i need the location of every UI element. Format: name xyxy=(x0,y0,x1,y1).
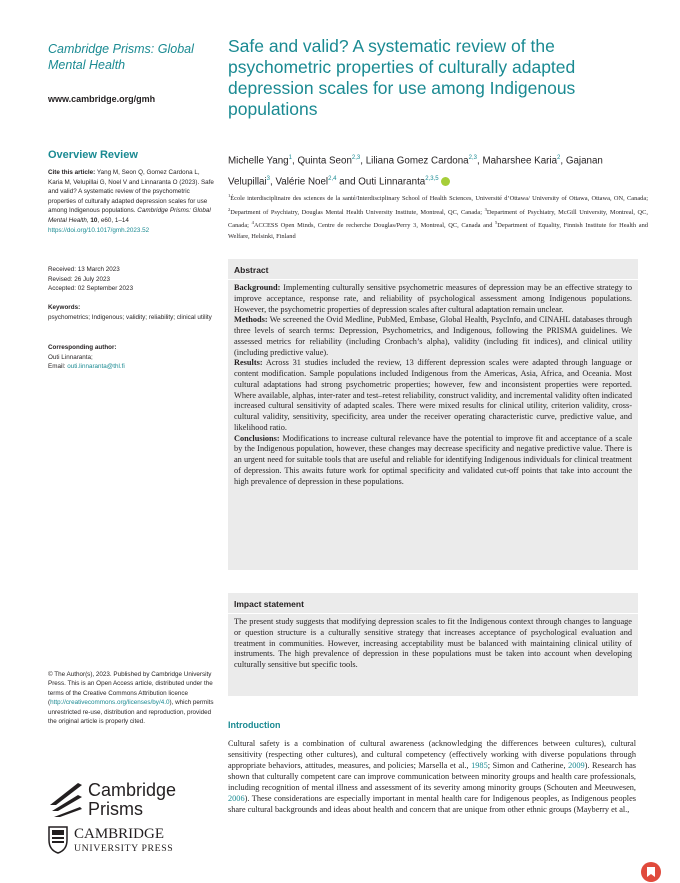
affiliation-text: Department of Psychiatry, McGill University, Montreal, QC, Canada; xyxy=(228,208,648,230)
affiliation-marker: 3 xyxy=(484,206,487,212)
affiliation-marker: 4 xyxy=(251,220,254,226)
intro-text: ). Research has shown that culturally competent care can improve communication between minority groups and health care professionals, including recognition of mental illness and assessment of its severity among minority groups (Schouten and Meeuwesen, xyxy=(228,761,637,792)
abstract-body xyxy=(228,280,638,490)
affiliation-marker: 5 xyxy=(495,220,498,226)
author-affiliation-marker: 2,3 xyxy=(351,155,361,161)
license-notice xyxy=(48,670,214,726)
affiliation-text: École interdisciplinaire des sciences de la santé/Interdisciplinary School of Health Sciences, Université d’Ottawa/ University of Ottawa, Ottawa, ON, Canada; xyxy=(230,195,648,203)
citation xyxy=(48,168,214,235)
cambridge-university-press-logo xyxy=(48,824,218,854)
corr-label: Corresponding author: xyxy=(48,344,117,351)
orcid-icon[interactable] xyxy=(441,177,450,186)
author-name[interactable]: Liliana Gomez Cardona xyxy=(365,155,469,167)
revised-date: Revised: 26 July 2023 xyxy=(48,275,110,283)
corr-email-label: Email: xyxy=(48,363,66,371)
affiliation-text: Department of Psychiatry, Douglas Mental Health University Institute, Montreal, QC, Canada; xyxy=(230,208,485,216)
author-affiliation-marker: 2 xyxy=(557,155,561,161)
author-name[interactable]: Quinta Seon xyxy=(297,155,352,167)
cite-volume: 10 xyxy=(90,216,98,224)
affiliation-text: Department of Equality, Finnish Institute for Health and Welfare, Helsinki, Finland xyxy=(228,222,648,241)
affiliation-marker: 1 xyxy=(228,193,231,198)
abstract-section-label: Methods: xyxy=(234,315,268,325)
author-affiliation-marker: 2,3 xyxy=(468,155,477,161)
corresponding-author xyxy=(48,343,214,372)
corr-name: Outi Linnaranta; xyxy=(48,353,93,361)
author-name[interactable]: Gajanan Velupillai xyxy=(228,155,603,188)
abstract-section xyxy=(234,358,632,433)
abstract-heading: Abstract xyxy=(228,259,638,280)
abstract-section xyxy=(234,315,632,358)
logo-word-2: Prisms xyxy=(88,799,143,819)
abstract-section-text: Modifications to increase cultural relevance have the potential to improve fit and acceptance of a scale by the Indigenous population, however, these changes may decrease specificity and negative predictive value. There is an urgent need for suitable tools that are useful and reliable for identifying Indigenous individuals for clinical treatment of depression. This awaits future work for optimal specificity and validated cut-off points that take into account the high prevalence of depression in these populations. xyxy=(234,433,632,486)
author-name[interactable]: Michelle Yang xyxy=(228,155,289,167)
intro-text: ). These considerations are especially important in mental health care for Indigenous peoples, as Indigenous peoples share cultural backgrounds and ideas about health and concern that are unique from other ethnic groups (Mayberry et al., xyxy=(228,794,636,814)
cite-pages: , e60, 1–14 xyxy=(97,216,129,224)
keywords xyxy=(48,303,214,322)
author-name[interactable]: Valérie Noel xyxy=(275,176,329,188)
abstract-box xyxy=(228,259,638,570)
reference-link[interactable]: 1985 xyxy=(471,761,488,770)
cambridge-prisms-logo xyxy=(48,775,218,819)
corr-email-link[interactable]: outi.linnaranta@thl.fi xyxy=(67,363,125,371)
accepted-date: Accepted: 02 September 2023 xyxy=(48,285,134,293)
author-affiliation-marker: 2,4 xyxy=(328,176,337,183)
license-text: © The Author(s), 2023. Published by Cambridge University Press. This is an Open Access article, distributed under the terms of the Creative Commons Attribution licence ( xyxy=(48,671,213,707)
journal-name: Cambridge Prisms: Global Mental Health xyxy=(48,42,194,72)
abstract-section-text: We screened the Ovid Medline, PubMed, Embase, Global Health, PsycInfo, and CINAHL databases through three levels of search terms: Depression, Psychometrics, and Indigenous, following the PRISMA guidelines. We assessed metrics for reliability (including Cronbach’s alpha), validity (including fit indices), and clinical utility (including predictive value). xyxy=(234,315,632,357)
abstract-section-text: Implementing culturally sensitive psychometric measures of depression may be an effective strategy to improve acceptance, response rate, and reliability of psychological assessment among Indigenous populations. However, the psychometric properties of depression scales after cultural adaptation remain unclear. xyxy=(234,283,632,314)
license-text-end: ), which permits unrestricted re-use, distribution and reproduction, provided the original article is properly cited. xyxy=(48,699,214,726)
introduction-heading: Introduction xyxy=(228,720,281,730)
impact-heading: Impact statement xyxy=(228,593,638,614)
logo-cambridge: CAMBRIDGE xyxy=(74,826,165,842)
author-affiliation-marker: 1 xyxy=(288,155,292,161)
author-list: Michelle Yang$^1$, Quinta Seon$^{2,3}$, Liliana Gomez Cardona$^{2,3}$, Maharshee Karia$^2$, Gajanan Velupillai$^3$, Valérie Noel$^{2,4}$ and Outi Linnaranta$^{2,3,5}$ xyxy=(228,155,603,188)
article-dates xyxy=(48,265,133,294)
abstract-section-text: Across 31 studies included the review, 13 different depression scales were adapted through language or content modification. Sample populations included Indigenous from the Americas, Asia, Africa, and Oceania. Most cultural adaptations had strong psychometric properties; however, few and inconsistent properties were reported. Where available, alphas, inter-rater and test–retest reliability, construct validity, and incremental validity often indicated increased cultural sensitivity of adapted scales. There were mixed results for clinical utility, criterion validity, cross-cultural validity, sensitivity, specificity, area under the receiver operating characteristic curve, predictive value, and likelihood ratio. xyxy=(234,358,633,432)
introduction-body xyxy=(228,738,636,815)
cite-label: Cite this article: xyxy=(48,169,96,176)
reference-link[interactable]: 2009 xyxy=(568,761,585,770)
impact-text: The present study suggests that modifying depression scales to fit the Indigenous context through changes to language or question structure is a culturally sensitive strategy that increases acceptance of psychological evaluation and treatment in communities. However, increasing acceptability must be balanced with maintaining clinical utility of instruments. The high prevalence of depression in these populations must be taken into account when developing culturally sensitive but specific tools. xyxy=(234,617,632,669)
affiliation-marker: 2 xyxy=(228,206,231,212)
license-link[interactable]: http://creativecommons.org/licenses/by/4.0 xyxy=(50,699,170,707)
journal-website[interactable]: www.cambridge.org/gmh xyxy=(48,94,156,104)
abstract-section-label: Results: xyxy=(234,358,263,368)
author-affiliation-marker: 3 xyxy=(266,176,271,183)
affiliations xyxy=(228,191,648,243)
author-affiliation-marker: 2,3,5 xyxy=(425,176,439,183)
cite-text: Yang M, Seon Q, Gomez Cardona L, Karia M, Velupillai G, Noel V and Linnaranta O (2023). Safe and valid? A systematic review of the psychometric properties of culturally adapted depression scales for use among Indigenous populations. xyxy=(48,169,214,215)
article-title: Safe and valid? A systematic review of the psychometric properties of culturally adapted depression scales for use among Indigenous populations xyxy=(228,36,576,119)
received-date: Received: 13 March 2023 xyxy=(48,266,120,273)
impact-box xyxy=(228,593,638,696)
logo-word-1: Cambridge xyxy=(88,780,177,800)
reference-link[interactable]: 2006 xyxy=(228,794,245,803)
article-type: Overview Review xyxy=(48,149,138,161)
abstract-section xyxy=(234,434,632,488)
abstract-section xyxy=(234,283,632,315)
author-name[interactable]: Maharshee Karia xyxy=(482,155,558,167)
abstract-section-label: Conclusions: xyxy=(234,433,280,443)
keywords-label: Keywords: xyxy=(48,304,81,311)
keywords-list: psychometrics; Indigenous; validity; reliability; clinical utility xyxy=(48,313,212,321)
affiliation-text: ACCESS Open Minds, Centre de recherche Douglas/Perry 3, Montreal, QC, Canada and xyxy=(253,222,496,230)
doi-link[interactable]: https://doi.org/10.1017/gmh.2023.52 xyxy=(48,226,150,234)
logo-press: UNIVERSITY PRESS xyxy=(74,843,174,854)
author-name[interactable]: Outi Linnaranta xyxy=(358,176,426,188)
abstract-section-label: Background: xyxy=(234,283,281,292)
cite-journal: Cambridge Prisms: Global Mental Health, xyxy=(48,207,211,224)
intro-text: Cultural safety is a combination of cultural awareness (acknowledging the differences between cultures), cultural sensitivity (respecting other cultures), and cultural competency (effectively working with diverse populations through appropriate behaviors, attitudes, measures, and policies; Marsella et al., xyxy=(228,739,636,770)
intro-text: ; Simon and Catherine, xyxy=(487,761,569,770)
